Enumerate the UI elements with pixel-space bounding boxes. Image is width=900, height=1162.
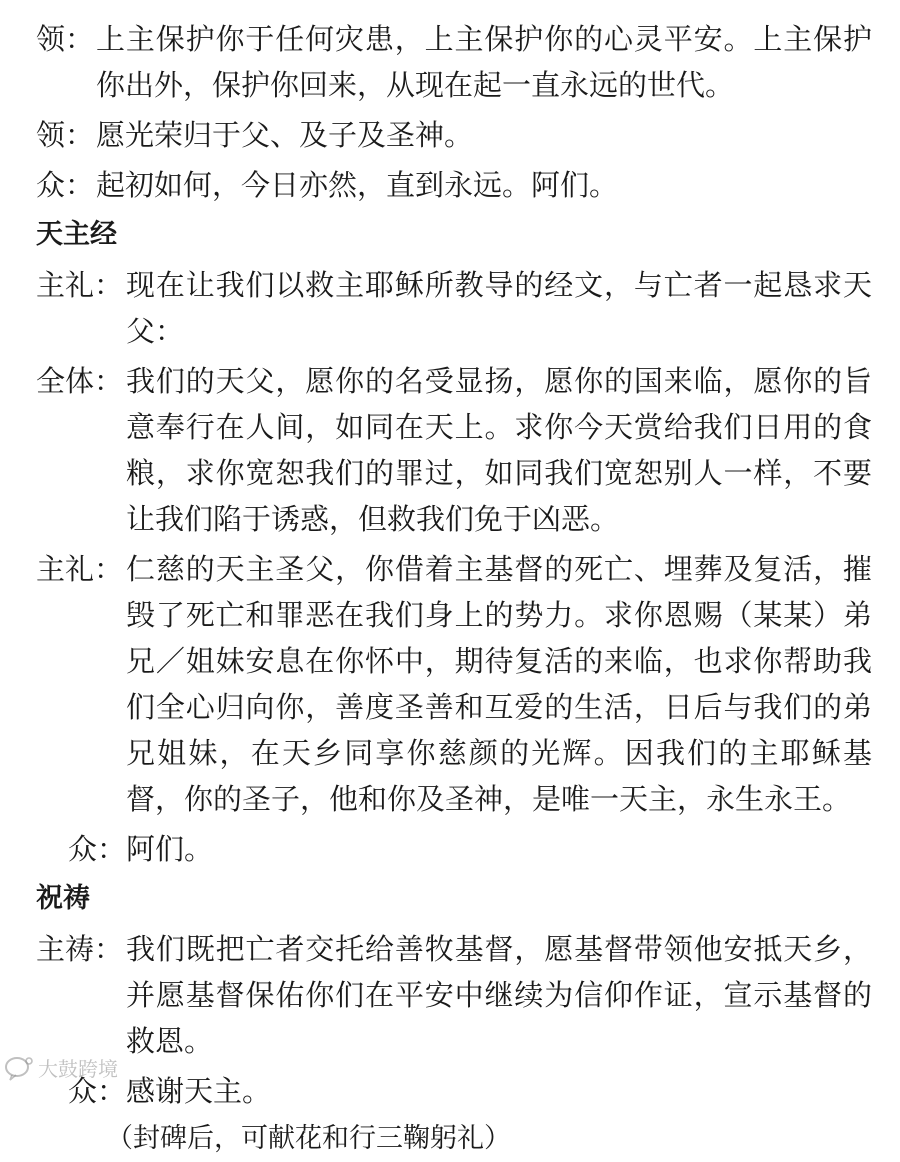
liturgy-line <box>36 826 872 872</box>
prayer-text: 愿光荣归于父、及子及圣神。 <box>96 118 474 152</box>
bubble-logo-icon <box>4 1055 34 1081</box>
watermark <box>4 1053 118 1082</box>
speaker-label: 众： <box>67 832 126 866</box>
speaker-label: 领： <box>36 22 95 56</box>
section-heading: 祝祷 <box>36 883 90 914</box>
liturgy-line <box>36 546 872 822</box>
prayer-text: 我们的天父，愿你的名受显扬，愿你的国来临，愿你的旨意奉行在人间，如同在天上。求你今天赏给我们日用的食粮，求你宽恕我们的罪过，如同我们宽恕别人一样，不要让我们陷于诱惑，但救我们免于凶恶。 <box>126 364 872 536</box>
speaker-label: 众： <box>67 1074 126 1108</box>
liturgy-line <box>36 262 872 354</box>
section-heading: 天主经 <box>36 219 117 250</box>
prayer-text: 我们既把亡者交托给善牧基督，愿基督带领他安抵天乡，并愿基督保佑你们在平安中继续为信仰作证，宣示基督的救恩。 <box>126 932 872 1058</box>
speaker-label: 全体： <box>36 364 124 398</box>
prayer-text: 现在让我们以救主耶稣所教导的经文，与亡者一起恳求天父： <box>126 268 872 348</box>
liturgy-line <box>36 162 872 208</box>
speaker-label: 主祷： <box>36 932 124 966</box>
watermark-text: 大鼓跨境 <box>38 1057 118 1081</box>
rubric-note: （封碑后，可献花和行三鞠躬礼） <box>106 1123 511 1154</box>
prayer-text: 仁慈的天主圣父，你借着主基督的死亡、埋葬及复活，摧毁了死亡和罪恶在我们身上的势力。求你恩赐（某某）弟兄／姐妹安息在你怀中，期待复活的来临，也求你帮助我们全心归向你，善度圣善和互爱的生活，日后与我们的弟兄姐妹，在天乡同享你慈颜的光辉。因我们的主耶稣基督，你的圣子，他和你及圣神，是唯一天主，永生永王。 <box>126 552 872 816</box>
prayer-text: 阿们。 <box>126 832 214 866</box>
prayer-text: 感谢天主。 <box>126 1074 272 1108</box>
liturgy-line <box>36 358 872 542</box>
speaker-label: 主礼： <box>36 552 124 586</box>
speaker-label: 众： <box>36 168 95 202</box>
liturgy-line <box>36 1068 872 1114</box>
liturgy-line <box>36 112 872 158</box>
liturgy-line <box>36 16 872 108</box>
speaker-label: 主礼： <box>36 268 124 302</box>
liturgy-line <box>36 926 872 1064</box>
speaker-label: 领： <box>36 118 95 152</box>
prayer-text: 上主保护你于任何灾患，上主保护你的心灵平安。上主保护你出外，保护你回来，从现在起一直永远的世代。 <box>96 22 872 102</box>
prayer-text: 起初如何，今日亦然，直到永远。阿们。 <box>96 168 619 202</box>
